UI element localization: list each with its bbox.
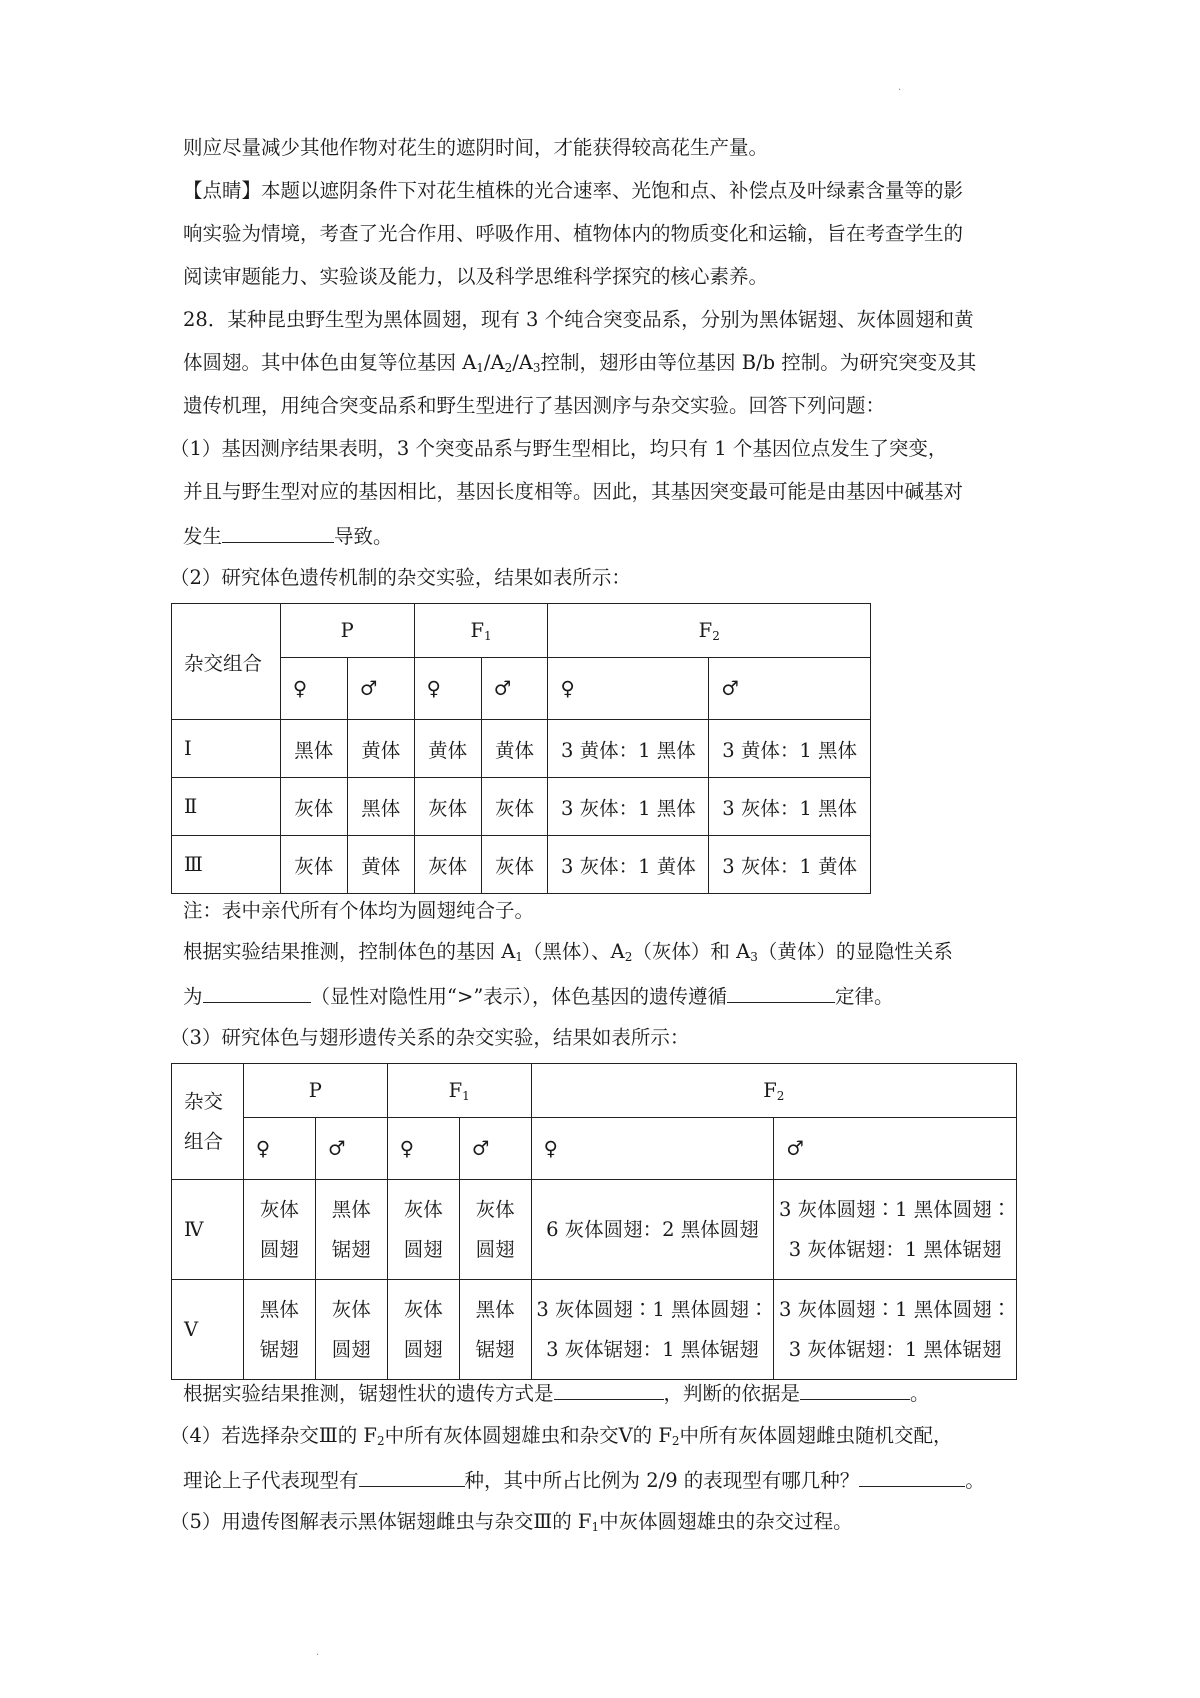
text-span: 种，其中所占比例为 2/9 的表现型有哪几种？: [464, 1469, 860, 1492]
male-symbol: ♂: [774, 1118, 1017, 1180]
answer-blank[interactable]: [800, 1379, 910, 1400]
table-row: [172, 1280, 1017, 1380]
text-span: 3 灰体圆翅∶1 黑体圆翅∶: [779, 1197, 1012, 1221]
subscript: 1: [462, 1089, 470, 1103]
cell: 灰体: [280, 778, 347, 836]
text-line: [183, 522, 393, 550]
text-span: F: [448, 1079, 463, 1102]
subscript: 1: [515, 950, 523, 964]
cell: 灰体: [414, 778, 481, 836]
text-span: 根据实验结果推测，锯翅性状的遗传方式是: [183, 1382, 554, 1405]
scan-speck: ·: [898, 85, 902, 96]
cell: [387, 1280, 459, 1380]
cell: 黑体: [347, 778, 414, 836]
text-span: 3 灰体锯翅：1 黑体锯翅: [788, 1237, 1002, 1261]
table-color-wing: [171, 1063, 1017, 1380]
subscript: 2: [624, 950, 633, 964]
subscript: 2: [776, 1089, 785, 1103]
cell: 3 黄体：1 黑体: [709, 720, 871, 778]
subscript: 2: [671, 1434, 680, 1448]
answer-blank[interactable]: [203, 982, 311, 1003]
cell: [531, 1180, 774, 1280]
header-f2: [531, 1064, 1016, 1118]
text-span: 根据实验结果推测，控制体色的基因 A: [183, 940, 516, 963]
answer-blank[interactable]: [359, 1466, 465, 1487]
sub-question-5: [170, 1509, 853, 1535]
text-span: （黄体）的显隐性关系: [757, 940, 953, 963]
cell: [531, 1280, 774, 1380]
text-span: 3 灰体锯翅：1 黑体锯翅: [546, 1337, 759, 1361]
male-symbol: ♂: [315, 1118, 387, 1180]
text-span: 锯翅: [331, 1237, 371, 1261]
subscript: 1: [476, 361, 484, 375]
text-span: 。: [965, 1469, 985, 1492]
header-combo: [172, 1064, 244, 1180]
cell: 灰体: [481, 778, 548, 836]
table-row: [172, 1180, 1017, 1280]
cell: [315, 1180, 387, 1280]
text-span: 黑体: [475, 1297, 515, 1321]
row-id: Ⅴ: [172, 1280, 244, 1380]
text-span: 发生: [183, 525, 223, 548]
subscript: 3: [750, 950, 758, 964]
text-span: （灰体）和 A: [632, 940, 751, 963]
table-row: [172, 778, 871, 836]
text-line: 阅读审题能力、实验谈及能力，以及科学思维科学探究的核心素养。: [183, 265, 769, 288]
text-span: （显性对隐性用“>”表示），体色基因的遗传遵循: [310, 985, 728, 1008]
text-span: /A: [483, 351, 505, 374]
text-line: [183, 350, 976, 376]
table-row: [172, 836, 871, 894]
text-span: 中所有灰体圆翅雌虫随机交配，: [679, 1424, 953, 1447]
cell: 3 灰体：1 黄体: [548, 836, 709, 894]
cell: [774, 1280, 1017, 1380]
cell: [243, 1280, 315, 1380]
cell: 灰体: [414, 836, 481, 894]
text-span: 圆翅: [259, 1237, 299, 1261]
text-line: 则应尽量减少其他作物对花生的遮阴时间，才能获得较高花生产量。: [183, 136, 769, 159]
subscript: 3: [532, 361, 541, 375]
text-span: 黑体: [259, 1297, 299, 1321]
cell: 灰体: [280, 836, 347, 894]
text-span: 锯翅: [259, 1337, 299, 1361]
sub-question-3: （3）研究体色与翅形遗传关系的杂交实验，结果如表所示：: [170, 1026, 690, 1049]
male-symbol: ♂: [459, 1118, 531, 1180]
cell: 3 黄体：1 黑体: [548, 720, 709, 778]
female-symbol: ♀: [414, 658, 481, 720]
answer-blank[interactable]: [727, 982, 835, 1003]
cell: 黄体: [481, 720, 548, 778]
row-id: Ⅰ: [172, 720, 281, 778]
text-span: 体圆翅。其中体色由复等位基因 A: [183, 351, 477, 374]
text-span: 黑体: [331, 1197, 371, 1221]
row-id: Ⅱ: [172, 778, 281, 836]
header-p: P: [280, 604, 414, 658]
text-span: 定律。: [835, 985, 894, 1008]
text-span: 圆翅: [403, 1237, 443, 1261]
text-span: （黑体）、A: [522, 940, 625, 963]
text-line: 【点睛】本题以遮阴条件下对花生植株的光合速率、光饱和点、补偿点及叶绿素含量等的影: [183, 179, 964, 202]
text-span: F: [763, 1079, 777, 1102]
header-f1: [414, 604, 548, 658]
cell: 3 灰体：1 黑体: [548, 778, 709, 836]
text-span: 灰体: [403, 1297, 443, 1321]
question-28-intro: 28．某种昆虫野生型为黑体圆翅，现有 3 个纯合突变品系，分别为黑体锯翅、灰体圆翅和黄: [183, 308, 974, 331]
cell: [387, 1180, 459, 1280]
cell: [315, 1280, 387, 1380]
text-span: 杂交: [184, 1089, 224, 1113]
table-body-color: [171, 603, 871, 894]
text-span: 中灰体圆翅雄虫的杂交过程。: [599, 1510, 853, 1533]
cell: 灰体: [481, 836, 548, 894]
text-span: F: [698, 619, 713, 642]
header-combo: 杂交组合: [172, 604, 281, 720]
text-span: 圆翅: [475, 1237, 515, 1261]
answer-blank[interactable]: [222, 522, 334, 543]
text-line: 并且与野生型对应的基因相比，基因长度相等。因此，其基因突变最可能是由基因中碱基对: [183, 480, 964, 503]
female-symbol: ♀: [548, 658, 709, 720]
text-line: [183, 1466, 985, 1494]
text-span: （4）若选择杂交Ⅲ的 F: [170, 1424, 377, 1447]
answer-blank[interactable]: [554, 1379, 664, 1400]
table-note: 注：表中亲代所有个体均为圆翅纯合子。: [183, 899, 535, 922]
text-span: 中所有灰体圆翅雄虫和杂交Ⅴ的 F: [384, 1424, 672, 1447]
text-line: [183, 1379, 930, 1407]
text-span: 灰体: [475, 1197, 515, 1221]
answer-blank[interactable]: [859, 1466, 965, 1487]
sub-question-2: （2）研究体色遗传机制的杂交实验，结果如表所示：: [170, 566, 631, 589]
header-p: P: [243, 1064, 387, 1118]
cell: 3 灰体：1 黄体: [709, 836, 871, 894]
subscript: 1: [484, 629, 492, 643]
female-symbol: ♀: [387, 1118, 459, 1180]
text-span: ，判断的依据是: [663, 1382, 801, 1405]
text-span: 组合: [184, 1129, 224, 1153]
text-span: 3 灰体圆翅∶1 黑体圆翅∶: [779, 1297, 1012, 1321]
cell: 3 灰体：1 黑体: [709, 778, 871, 836]
text-span: 灰体: [331, 1297, 371, 1321]
text-span: 锯翅: [475, 1337, 515, 1361]
text-span: 灰体: [259, 1197, 299, 1221]
text-line: 响实验为情境，考查了光合作用、呼吸作用、植物体内的物质变化和运输，旨在考查学生的: [183, 222, 964, 245]
subscript: 1: [591, 1520, 600, 1534]
female-symbol: ♀: [531, 1118, 774, 1180]
text-span: 灰体: [403, 1197, 443, 1221]
text-span: 3 灰体锯翅：1 黑体锯翅: [788, 1337, 1002, 1361]
text-span: 。: [910, 1382, 930, 1405]
text-span: 理论上子代表现型有: [183, 1469, 359, 1492]
text-span: F: [470, 619, 485, 642]
cell: 黄体: [414, 720, 481, 778]
text-line: [183, 939, 953, 965]
cell: 黄体: [347, 836, 414, 894]
sub-question-1: （1）基因测序结果表明，3 个突变品系与野生型相比，均只有 1 个基因位点发生了突变，: [170, 437, 948, 460]
cell: [459, 1280, 531, 1380]
cell: 黄体: [347, 720, 414, 778]
text-span: 6 灰体圆翅：2 黑体圆翅: [546, 1217, 759, 1241]
cell: 黑体: [280, 720, 347, 778]
female-symbol: ♀: [280, 658, 347, 720]
text-span: 控制，翅形由等位基因 B/b 控制。为研究突变及其: [540, 351, 977, 374]
subscript: 2: [712, 629, 720, 643]
text-line: 遗传机理，用纯合突变品系和野生型进行了基因测序与杂交实验。回答下列问题：: [183, 394, 886, 417]
subscript: 2: [376, 1434, 385, 1448]
female-symbol: ♀: [243, 1118, 315, 1180]
text-span: 圆翅: [331, 1337, 371, 1361]
male-symbol: ♂: [709, 658, 871, 720]
text-line: [183, 982, 894, 1010]
cell: [243, 1180, 315, 1280]
male-symbol: ♂: [481, 658, 548, 720]
sub-question-4: [170, 1423, 953, 1449]
cell: [774, 1180, 1017, 1280]
text-span: /A: [512, 351, 533, 374]
table-row: [172, 720, 871, 778]
male-symbol: ♂: [347, 658, 414, 720]
subscript: 2: [504, 361, 513, 375]
row-id: Ⅲ: [172, 836, 281, 894]
header-f2: [548, 604, 871, 658]
text-span: （5）用遗传图解表示黑体锯翅雌虫与杂交Ⅲ的 F: [170, 1510, 592, 1533]
text-span: 导致。: [334, 525, 393, 548]
text-span: 为: [183, 985, 203, 1008]
cell: [459, 1180, 531, 1280]
text-span: 3 灰体圆翅∶1 黑体圆翅∶: [536, 1297, 769, 1321]
row-id: Ⅳ: [172, 1180, 244, 1280]
scan-speck: ·: [316, 1650, 320, 1661]
header-f1: [387, 1064, 531, 1118]
text-span: 圆翅: [403, 1337, 443, 1361]
